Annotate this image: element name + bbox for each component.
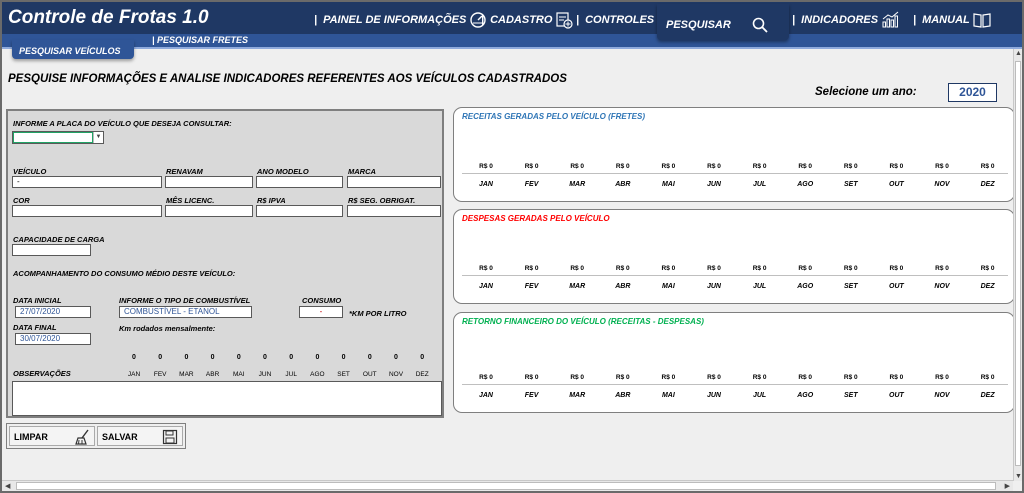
- scroll-up-icon[interactable]: ▲: [1015, 50, 1022, 57]
- ipva-field[interactable]: [256, 205, 343, 217]
- vehicle-search-form: [6, 109, 444, 418]
- km-label: Km rodados mensalmente:: [119, 324, 216, 333]
- add-sheet-icon: [555, 11, 573, 29]
- app-title: Controle de Frotas 1.0: [8, 7, 209, 28]
- chart-value-label: R$ 0: [707, 265, 721, 272]
- chart-month-label: AGO: [797, 181, 814, 188]
- chart-month-label: ABR: [615, 392, 631, 399]
- chart-receitas-title: RECEITAS GERADAS PELO VEÍCULO (FRETES): [462, 112, 645, 121]
- cor-field[interactable]: [12, 205, 162, 217]
- chart-baseline: [462, 384, 1008, 385]
- chart-month-label: FEV: [524, 181, 539, 188]
- capacidade-field[interactable]: [12, 244, 91, 256]
- chart-value-label: R$ 0: [935, 163, 949, 170]
- chart-value-label: R$ 0: [752, 374, 767, 381]
- ano-modelo-label: ANO MODELO: [257, 167, 309, 176]
- mes-licenc-label: MÊS LICENC.: [166, 196, 215, 205]
- data-final-label: DATA FINAL: [13, 323, 57, 332]
- chart-value-label: R$ 0: [524, 265, 539, 272]
- ano-modelo-field[interactable]: [256, 176, 343, 188]
- chart-value-label: R$ 0: [524, 374, 539, 381]
- chart-value-label: R$ 0: [479, 374, 493, 381]
- data-final-field[interactable]: 30/07/2020: [15, 333, 91, 345]
- chart-value-label: R$ 0: [843, 265, 858, 272]
- top-navigation-bar: [2, 2, 1022, 34]
- renavam-field[interactable]: [165, 176, 253, 188]
- chart-month-label: ABR: [615, 283, 631, 290]
- chart-despesas: [453, 209, 1015, 304]
- cor-label: COR: [13, 196, 30, 205]
- bar-chart-icon: [881, 11, 899, 29]
- chart-month-label: MAR: [569, 283, 586, 290]
- chart-value-label: R$ 0: [889, 163, 904, 170]
- km-value: 0: [341, 354, 346, 361]
- veiculo-label: VEÍCULO: [13, 167, 47, 176]
- nav-cadastro[interactable]: | CADASTRO: [481, 11, 573, 29]
- nav-pesquisar-active-tab[interactable]: [657, 4, 789, 40]
- chart-month-label: SET: [843, 283, 858, 290]
- mes-licenc-field[interactable]: [165, 205, 253, 217]
- combustivel-label: INFORME O TIPO DE COMBUSTÍVEL: [119, 296, 251, 305]
- chart-value-label: R$ 0: [980, 265, 995, 272]
- nav-controles-label: CONTROLES: [585, 14, 655, 26]
- chart-month-label: FEV: [524, 392, 539, 399]
- floppy-disk-icon: [162, 429, 178, 445]
- chart-value-label: R$ 0: [935, 374, 949, 381]
- plate-dropdown[interactable]: [12, 131, 104, 144]
- km-value: 0: [158, 354, 163, 361]
- chart-retorno-title: RETORNO FINANCEIRO DO VEÍCULO (RECEITAS - DESPESAS): [462, 317, 704, 326]
- consumo-field[interactable]: -: [299, 306, 343, 318]
- chart-retorno: [453, 312, 1015, 413]
- plate-label: INFORME A PLACA DO VEÍCULO QUE DESEJA CONSULTAR:: [13, 119, 232, 128]
- chart-month-label: JUL: [752, 283, 767, 290]
- km-month-label: ABR: [205, 371, 220, 378]
- clear-button-label: LIMPAR: [14, 432, 48, 442]
- chart-value-label: R$ 0: [570, 163, 585, 170]
- chart-value-label: R$ 0: [798, 265, 813, 272]
- chart-month-label: SET: [843, 181, 858, 188]
- chart-value-label: R$ 0: [889, 374, 904, 381]
- chart-month-label: JAN: [478, 283, 493, 290]
- observacoes-label: OBSERVAÇÕES: [13, 369, 71, 378]
- chart-value-label: R$ 0: [707, 163, 721, 170]
- chart-month-label: JAN: [478, 392, 493, 399]
- tab-pesquisar-veiculos[interactable]: PESQUISAR VEÍCULOS: [12, 40, 134, 59]
- km-value: 0: [367, 354, 372, 361]
- chart-month-label: DEZ: [980, 283, 995, 290]
- km-value: 0: [315, 354, 320, 361]
- chart-month-label: MAI: [661, 392, 675, 399]
- capacidade-label: CAPACIDADE DE CARGA: [13, 235, 105, 244]
- broom-icon: [74, 429, 90, 445]
- observacoes-field[interactable]: [12, 381, 442, 416]
- chart-value-label: R$ 0: [752, 163, 767, 170]
- nav-controles[interactable]: | CONTROLES: [576, 11, 675, 29]
- chart-month-label: JUL: [752, 392, 767, 399]
- chart-month-label: DEZ: [980, 392, 995, 399]
- km-value: 0: [394, 354, 398, 361]
- km-month-label: DEZ: [415, 371, 429, 378]
- km-value: 0: [236, 354, 241, 361]
- km-value: 0: [263, 354, 267, 361]
- chart-month-label: OUT: [889, 283, 904, 290]
- chart-value-label: R$ 0: [843, 374, 858, 381]
- chart-baseline: [462, 275, 1008, 276]
- marca-field[interactable]: [347, 176, 441, 188]
- consumo-heading: ACOMPANHAMENTO DO CONSUMO MÉDIO DESTE VEÍCULO:: [13, 269, 236, 278]
- chart-despesas-title: DESPESAS GERADAS PELO VEÍCULO: [462, 214, 610, 223]
- km-value: 0: [210, 354, 215, 361]
- veiculo-field[interactable]: -: [12, 176, 162, 188]
- km-month-label: OUT: [362, 371, 377, 378]
- chart-month-label: FEV: [524, 283, 539, 290]
- chart-month-label: NOV: [934, 392, 950, 399]
- chart-value-label: R$ 0: [570, 374, 585, 381]
- seg-obrig-label: R$ SEG. OBRIGAT.: [348, 196, 416, 205]
- chart-value-label: R$ 0: [843, 163, 858, 170]
- save-button-label: SALVAR: [102, 432, 138, 442]
- data-inicial-field[interactable]: 27/07/2020: [15, 306, 91, 318]
- km-value: 0: [289, 354, 294, 361]
- chart-value-label: R$ 0: [889, 265, 904, 272]
- horizontal-scrollbar[interactable]: [2, 480, 1013, 491]
- nav-painel[interactable]: | PAINEL DE INFORMAÇÕES: [314, 11, 487, 29]
- km-value: 0: [132, 354, 136, 361]
- chart-value-label: R$ 0: [752, 265, 767, 272]
- form-actions: [6, 423, 186, 449]
- vertical-scroll-thumb[interactable]: [1015, 61, 1021, 466]
- consumo-label: CONSUMO: [302, 296, 342, 305]
- km-month-label: MAR: [179, 371, 194, 378]
- km-month-label: SET: [337, 371, 350, 378]
- chart-month-label: OUT: [889, 181, 904, 188]
- chart-month-label: MAR: [569, 181, 586, 188]
- chart-month-label: DEZ: [980, 181, 995, 188]
- chart-month-label: JUL: [752, 181, 767, 188]
- scroll-right-icon[interactable]: ▶: [1004, 483, 1010, 490]
- chart-receitas: [453, 107, 1015, 202]
- nav-manual[interactable]: | MANUAL: [913, 11, 991, 29]
- scroll-left-icon[interactable]: ◀: [5, 483, 11, 490]
- book-icon: [973, 11, 991, 29]
- chart-value-label: R$ 0: [570, 265, 585, 272]
- horizontal-scroll-thumb[interactable]: [16, 482, 996, 490]
- nav-painel-label: PAINEL DE INFORMAÇÕES: [323, 14, 467, 26]
- year-select-label: Selecione um ano:: [815, 86, 917, 98]
- nav-cadastro-label: CADASTRO: [490, 14, 553, 26]
- chart-value-label: R$ 0: [661, 265, 676, 272]
- chart-value-label: R$ 0: [615, 374, 630, 381]
- km-month-label: JUL: [285, 371, 297, 378]
- chart-month-label: SET: [843, 392, 858, 399]
- plate-input[interactable]: [13, 132, 93, 143]
- chart-month-label: OUT: [889, 392, 904, 399]
- nav-manual-label: MANUAL: [922, 14, 970, 26]
- renavam-label: RENAVAM: [166, 167, 203, 176]
- chart-value-label: R$ 0: [980, 163, 995, 170]
- chart-value-label: R$ 0: [798, 374, 813, 381]
- combustivel-select[interactable]: COMBUSTÍVEL - ETANOL: [119, 306, 252, 318]
- km-month-label: AGO: [310, 371, 325, 378]
- tab-pesquisar-fretes-label: PESQUISAR FRETES: [157, 35, 249, 45]
- chart-month-label: NOV: [934, 181, 950, 188]
- search-icon: [751, 16, 769, 34]
- chart-baseline: [462, 173, 1008, 174]
- chart-month-label: JUN: [706, 283, 721, 290]
- clear-button[interactable]: [9, 426, 95, 446]
- chart-value-label: R$ 0: [661, 163, 676, 170]
- chart-month-label: JUN: [706, 181, 721, 188]
- chart-month-label: AGO: [797, 392, 814, 399]
- sub-navigation-divider: [2, 47, 1022, 49]
- data-inicial-label: DATA INICIAL: [13, 296, 62, 305]
- vertical-scrollbar[interactable]: [1013, 49, 1022, 481]
- nav-pesquisar-label: PESQUISAR: [666, 19, 731, 31]
- chart-month-label: JUN: [706, 392, 721, 399]
- page-title: PESQUISE INFORMAÇÕES E ANALISE INDICADORES REFERENTES AOS VEÍCULOS CADASTRADOS: [8, 73, 567, 85]
- chart-value-label: R$ 0: [980, 374, 995, 381]
- tab-pesquisar-fretes[interactable]: | PESQUISAR FRETES: [152, 35, 249, 45]
- ipva-label: R$ IPVA: [257, 196, 286, 205]
- chart-value-label: R$ 0: [661, 374, 676, 381]
- km-month-label: JUN: [258, 371, 272, 378]
- nav-indicadores[interactable]: | INDICADORES: [792, 11, 899, 29]
- seg-obrig-field[interactable]: [347, 205, 441, 217]
- chart-value-label: R$ 0: [479, 163, 493, 170]
- chart-month-label: MAR: [569, 392, 586, 399]
- chart-month-label: JAN: [478, 181, 493, 188]
- km-month-label: NOV: [388, 371, 404, 378]
- chart-value-label: R$ 0: [479, 265, 493, 272]
- chart-value-label: R$ 0: [707, 374, 721, 381]
- chart-month-label: MAI: [661, 283, 675, 290]
- chart-value-label: R$ 0: [935, 265, 949, 272]
- chart-value-label: R$ 0: [524, 163, 539, 170]
- km-month-label: JAN: [127, 371, 141, 378]
- marca-label: MARCA: [348, 167, 376, 176]
- chart-value-label: R$ 0: [798, 163, 813, 170]
- chart-month-label: NOV: [934, 283, 950, 290]
- km-value: 0: [184, 354, 189, 361]
- km-month-label: MAI: [233, 371, 245, 378]
- chart-month-label: AGO: [797, 283, 814, 290]
- chart-value-label: R$ 0: [615, 265, 630, 272]
- chart-value-label: R$ 0: [615, 163, 630, 170]
- km-month-label: FEV: [153, 371, 167, 378]
- save-button[interactable]: [97, 426, 183, 446]
- consumo-unit: *KM POR LITRO: [349, 309, 407, 318]
- km-value: 0: [420, 354, 425, 361]
- nav-indicadores-label: INDICADORES: [801, 14, 879, 26]
- year-select-field[interactable]: 2020: [948, 83, 997, 102]
- chevron-down-icon[interactable]: ▼: [93, 132, 103, 143]
- scroll-down-icon[interactable]: ▼: [1015, 473, 1022, 480]
- chart-month-label: MAI: [661, 181, 675, 188]
- chart-month-label: ABR: [615, 181, 631, 188]
